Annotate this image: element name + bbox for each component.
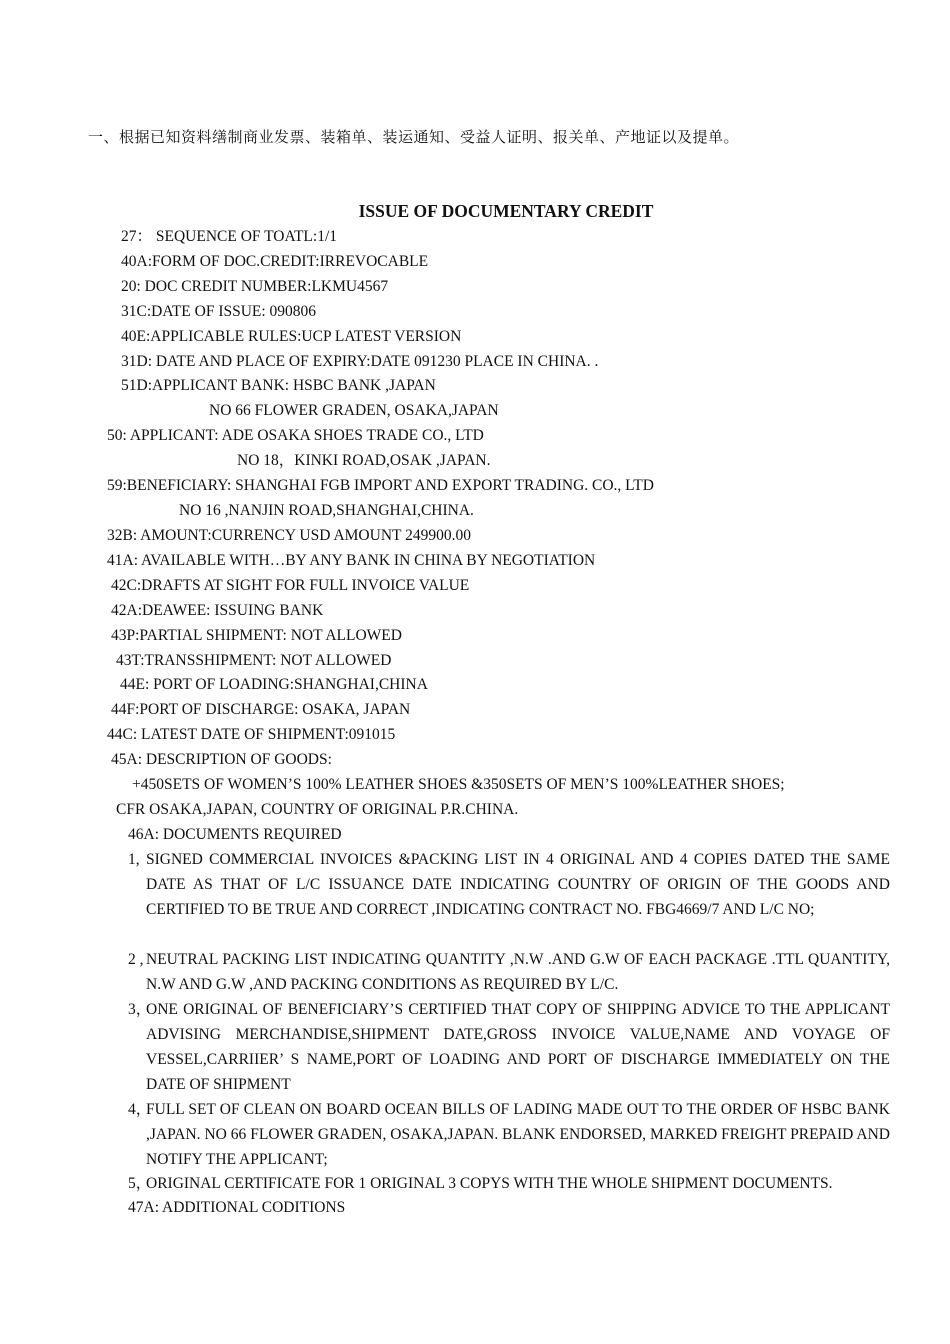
field-45a-goods: +450SETS OF WOMEN’S 100% LEATHER SHOES &350SETS OF MEN’S 100%LEATHER SHOES; (132, 776, 785, 793)
field-31d-expiry: 31D: DATE AND PLACE OF EXPIRY:DATE 091230 PLACE IN CHINA. . (121, 353, 599, 370)
field-43p-partial-shipment: 43P:PARTIAL SHIPMENT: NOT ALLOWED (111, 627, 402, 644)
field-50-applicant: 50: APPLICANT: ADE OSAKA SHOES TRADE CO., LTD (107, 427, 484, 444)
field-42a-drawee: 42A:DEAWEE: ISSUING BANK (111, 602, 324, 619)
field-51d-bank-address: NO 66 FLOWER GRADEN, OSAKA,JAPAN (209, 402, 499, 419)
field-59-beneficiary-address: NO 16 ,NANJIN ROAD,SHANGHAI,CHINA. (179, 502, 474, 519)
document-item-3 (128, 997, 890, 1097)
field-40a-form: 40A:FORM OF DOC.CREDIT:IRREVOCABLE (121, 253, 429, 270)
field-27-sequence: 27： SEQUENCE OF TOATL:1/1 (121, 228, 338, 245)
field-44e-port-of-loading: 44E: PORT OF LOADING:SHANGHAI,CHINA (120, 676, 428, 693)
document-item-number: 5， (128, 1175, 152, 1192)
field-45a-terms: CFR OSAKA,JAPAN, COUNTRY OF ORIGINAL P.R.CHINA. (116, 801, 519, 818)
field-32b-amount: 32B: AMOUNT:CURRENCY USD AMOUNT 249900.00 (107, 527, 471, 544)
field-46a-documents-required: 46A: DOCUMENTS REQUIRED (128, 826, 342, 843)
document-item-2 (128, 947, 890, 997)
field-50-applicant-address: NO 18，KINKI ROAD,OSAK ,JAPAN. (237, 452, 491, 469)
field-44f-port-of-discharge: 44F:PORT OF DISCHARGE: OSAKA, JAPAN (111, 701, 411, 718)
document-item-5 (128, 1171, 890, 1196)
document-item-text: ORIGINAL CERTIFICATE FOR 1 ORIGINAL 3 COPYS WITH THE WHOLE SHIPMENT DOCUMENTS. (146, 1175, 833, 1192)
document-item-1 (128, 847, 890, 922)
field-59-beneficiary: 59:BENEFICIARY: SHANGHAI FGB IMPORT AND EXPORT TRADING. CO., LTD (107, 477, 654, 494)
document-item-number: 1, (128, 851, 140, 868)
field-41a-available-with: 41A: AVAILABLE WITH…BY ANY BANK IN CHINA BY NEGOTIATION (107, 552, 596, 569)
document-title: ISSUE OF DOCUMENTARY CREDIT (358, 201, 654, 221)
document-item-text: NEUTRAL PACKING LIST INDICATING QUANTITY ,N.W .AND G.W OF EACH PACKAGE .TTL QUANTITY, N.W AND G.W ,AND PACKING CONDITIONS AS REQUIRED BY L/C. (146, 951, 890, 993)
document-item-text: ONE ORIGINAL OF BENEFICIARY’S CERTIFIED THAT COPY OF SHIPPING ADVICE TO THE APPLICANT ADVISING MERCHANDISE,SHIPMENT DATE,GROSS INVOICE VALUE,NAME AND VOYAGE OF VESSEL,CARRIIER’ S NAME,PORT OF LOADING AND PORT OF DISCHARGE IMMEDIATELY ON THE DATE OF SHIPMENT (146, 1001, 890, 1093)
document-item-number: 4， (128, 1101, 152, 1118)
field-40e-applicable-rules: 40E:APPLICABLE RULES:UCP LATEST VERSION (121, 328, 462, 345)
document-item-4 (128, 1097, 890, 1172)
field-31c-date-of-issue: 31C:DATE OF ISSUE: 090806 (121, 303, 317, 320)
field-42c-drafts: 42C:DRAFTS AT SIGHT FOR FULL INVOICE VALUE (111, 577, 470, 594)
document-item-number: 3， (128, 1001, 152, 1018)
document-item-number: 2 , (128, 951, 144, 968)
field-20-credit-number: 20: DOC CREDIT NUMBER:LKMU4567 (121, 278, 389, 295)
field-44c-latest-shipment: 44C: LATEST DATE OF SHIPMENT:091015 (107, 726, 396, 743)
field-43t-transshipment: 43T:TRANSSHIPMENT: NOT ALLOWED (116, 652, 392, 669)
task-instruction: 一、根据已知资料缮制商业发票、装箱单、装运通知、受益人证明、报关单、产地证以及提单。 (88, 128, 740, 146)
document-item-text: FULL SET OF CLEAN ON BOARD OCEAN BILLS OF LADING MADE OUT TO THE ORDER OF HSBC BANK ,JAPAN. NO 66 FLOWER GRADEN, OSAKA,JAPAN. BLANK ENDORSED, MARKED FREIGHT PREPAID AND NOTIFY THE APPLICANT; (146, 1101, 890, 1168)
field-45a-description: 45A: DESCRIPTION OF GOODS: (111, 751, 332, 768)
document-item-text: SIGNED COMMERCIAL INVOICES &PACKING LIST IN 4 ORIGINAL AND 4 COPIES DATED THE SAME DATE AS THAT OF L/C ISSUANCE DATE INDICATING COUNTRY OF ORIGIN OF THE GOODS AND CERTIFIED TO BE TRUE AND CORRECT ,INDICATING CONTRACT NO. FBG4669/7 AND L/C NO; (146, 851, 890, 918)
field-51d-applicant-bank: 51D:APPLICANT BANK: HSBC BANK ,JAPAN (121, 377, 436, 394)
field-47a-additional-conditions: 47A: ADDITIONAL CODITIONS (128, 1199, 346, 1216)
